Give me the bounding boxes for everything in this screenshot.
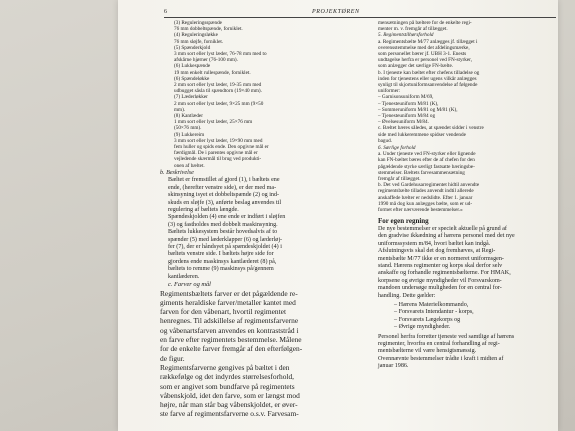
spec-line: (8) Kantlæder: [174, 113, 203, 120]
body-line: giments heraldiske farver/metaller kantet med: [160, 297, 296, 307]
spec-line: (9) Lukkereim: [174, 131, 205, 138]
section-b-heading: b. Beskrivelse: [160, 169, 194, 176]
body-line: mentsbælte M/77 ikke er en normeret uniformsgen-: [378, 255, 504, 262]
own-expense-section: [378, 217, 556, 370]
section-6-body: [378, 151, 556, 213]
body-line: for de enkelte farver fremgår af den efterfølgen-: [160, 344, 303, 354]
body-line: anskaffede bælter er nedslidte. Efter 1. januar: [378, 194, 473, 201]
body-line: Personel herfra forretter tjeneste ved samtlige af hærens: [378, 333, 515, 340]
spec-line: (5) Spænderkjold: [174, 44, 211, 51]
section-c-heading: c. Farver og mål: [168, 280, 211, 288]
body-line: som anlægger det særlige FN-bælte.: [378, 63, 454, 70]
body-line: kantlæderen.: [168, 273, 200, 280]
body-line: mandoen undersøge muligheden for en central for-: [378, 285, 502, 292]
body-line: menter m. v. fremgår af tillægget.: [378, 26, 448, 33]
list-item: – Forsvarets Lægekorps og: [394, 316, 461, 323]
body-line: formet efter nærværende bestemmelser.»: [378, 207, 463, 214]
body-line: regimenter, hvorfra en central forhandling af regi-: [378, 340, 500, 347]
own-expense-heading: For egen regning: [378, 217, 429, 226]
section-6: [378, 145, 556, 213]
body-line: skuds en sløjfe (3), anførte beslag anvendes til: [168, 199, 282, 206]
spec-line: 3 mm sort eller lyst læder, 76-78 mm med to: [174, 51, 267, 58]
body-line: c. Bæltet bæres således, at spændet sidder i venstre: [378, 125, 484, 132]
body-line: – Tjenesteuniform M/81 (K),: [378, 100, 439, 107]
header-rule: [164, 17, 556, 18]
body-line: (3) og fastholdes med dobbelt maskinsyning.: [168, 221, 278, 228]
body-line: undtagelse herfra er personel ved FN-styrker,: [378, 57, 472, 64]
section-c: [160, 281, 350, 419]
spec-line: (6) Lukkespænde: [174, 63, 211, 70]
body-line: fremgår af tillægget.: [378, 176, 421, 183]
body-line: mentsbælterne vil være hensigtsmæssig.: [378, 348, 477, 355]
body-line: farven for den våbenart, hvortil regimentet: [160, 307, 286, 317]
body-line: Regimentsbæltets farver er det pågældende re-: [160, 288, 298, 298]
section-b-body: [160, 177, 350, 281]
body-line: mensætningen på bæltere for de enkelte regi-: [378, 20, 472, 26]
spec-line: 2 mm sort eller lyst læder, 19-35 mm med: [174, 82, 262, 89]
spec-list: [160, 20, 350, 169]
body-line: overensstemmelse med det afdelingsmærke,: [378, 44, 470, 51]
body-line: spænder (5) med læderklapper (6) og læderløj-: [168, 236, 283, 243]
spec-line: 76 mm dobbeltspænde, forniklet.: [174, 26, 243, 33]
body-line: regulering af bæltets længde.: [168, 206, 239, 213]
right-column: [378, 20, 556, 371]
body-line: handling. Dette gælder:: [378, 292, 436, 299]
body-line: uniformer:: [378, 88, 401, 95]
body-line: Afslutningsvis skal det dog fremhæves, at Regi-: [378, 248, 496, 255]
body-line: a. Under tjeneste ved FN-styrker eller lignende: [378, 151, 476, 158]
running-head: PROJEKTØREN: [312, 9, 360, 15]
body-line: bæltets venstre side. I bæltets højre side for: [168, 251, 274, 258]
body-line: bæltets to remme (9) maskinsys på/gennem: [168, 266, 274, 273]
body-line: korpsene og øvrige myndigheder vil Forsvarskom-: [378, 277, 502, 284]
body-line: Regimentsfarverne gengives på bæltet i den: [160, 362, 290, 372]
spec-line: fem huller og spids ende. Den opgivne mål er: [174, 144, 269, 151]
body-line: de figur.: [160, 353, 185, 363]
body-line: – Sommeruniform M/81 og M/81 (K),: [378, 106, 458, 113]
spec-line: 19 mm enkelt rullespænde, forniklet.: [174, 69, 251, 76]
body-line: højre, når man står bag våbenskjoldet, er øver-: [160, 400, 298, 410]
document-page: [118, 0, 558, 431]
body-line: bagud.: [378, 137, 392, 144]
body-line: som er angivet som bundfarve på regimentets: [160, 381, 295, 391]
page-number: 6: [164, 9, 167, 15]
spec-line: (7) Læderløkker: [174, 94, 208, 101]
spec-line: mm).: [174, 106, 186, 113]
body-line: Ovennævnte bestemmelser trådte i kraft i midten af: [378, 355, 504, 362]
section-5-heading: 5. Regimentstilhørsforhold: [378, 32, 434, 39]
body-line: fer (7), der er håndsyet på spændeskjoldet (4) i: [168, 243, 282, 250]
body-line: b. Det ved Gardehusarregimentet hidtil anvendte: [378, 182, 480, 189]
spec-line: (50×76 mm).: [174, 125, 202, 132]
section-6-heading: 6. Særlige forhold: [378, 145, 416, 152]
spec-line: (6) Spændeløkke: [174, 75, 210, 82]
list-item: – Hærens Materielkommando,: [394, 301, 469, 308]
body-line: rækkefølge og det indyrdes størrelsesforhold,: [160, 372, 295, 382]
body-line: og våbenartsfarven anvendes en kontraststråd i: [160, 325, 299, 335]
section-5-body: [378, 39, 556, 144]
body-line: januar 1986.: [378, 363, 409, 370]
body-line: – Øvelsesuniform M/84.: [378, 119, 429, 126]
body-line: ende, (herefter venstre side), er der med ma-: [168, 184, 277, 191]
spec-line: (3) Reguleringsspænde: [174, 20, 222, 26]
section-b: [160, 170, 350, 281]
body-line: Bæltets lukkesystem består hovedsalvis af to: [168, 229, 278, 236]
body-line: skinsyning isyet et dobbeltspænde (2) og ind-: [168, 192, 280, 199]
body-line: den gradvise ikkædning af hærens personel med det nye: [378, 233, 515, 240]
body-line: regimentsbælte tillades anvendt indtil allerede: [378, 188, 474, 195]
body-line: kan FN-bæltet bæres efter de af chefen for den: [378, 157, 475, 164]
spec-line: afskårne hjørner (76-100 mm).: [174, 57, 238, 64]
spec-line: onen af bæltet.: [174, 162, 205, 169]
spec-line: vejledende skærmål til brug ved produkti-: [174, 156, 262, 163]
spec-line: (4) Reguleringsløkke: [174, 32, 218, 39]
list-item: – Forsvarets Intendantur - korps,: [394, 309, 474, 316]
body-line: våbenskjold, idet den farve, som er længst mod: [160, 390, 300, 400]
body-line: en farve efter regimentets bestemmelse. Målene: [160, 335, 302, 345]
body-line: – Tjenesteuniform M/84 og: [378, 113, 436, 120]
closing-paragraph: [378, 334, 556, 371]
body-line: synligt til skjortuniformsanvendelse af følgende: [378, 82, 478, 89]
spec-line: færdigmål. De i parentes opgivne mål er: [174, 150, 258, 157]
body-line: som personellet bærer jf. UBH 3-1. Enests: [378, 51, 467, 58]
section-c-body: [160, 289, 350, 419]
spec-line: 3 mm sort eller lyst læder, 19×90 mm med: [174, 137, 263, 144]
list-item: – Øvrige myndigheder.: [394, 324, 451, 331]
spec-line: 1 mm sort eller lyst læder, 25×76 mm: [174, 119, 253, 126]
body-line: ste farve af regimentsfarverne o.s.v. Farvesam-: [160, 409, 299, 419]
section-5: [378, 32, 556, 144]
body-line: henregnes. Til adskillelse af regimentsfarverne: [160, 316, 299, 326]
spec-line: udbugget såsla til spændtorn (19×40 mm).: [174, 88, 262, 95]
body-line: side med lukkeremmene spidser vendende: [378, 131, 466, 138]
authority-list: [378, 302, 556, 332]
body-line: inden for tjenestens eller ugens vilkår anlægges: [378, 75, 477, 82]
body-line: stand. Hærens regimenter og korps skal derfor selv: [378, 262, 503, 269]
body-line: uniformssystem m/84, hvori bæltet kan indgå.: [378, 240, 491, 247]
body-line: stemmelser. Bæltets farvesammensætning: [378, 169, 465, 176]
body-line: Spændeskjolden (4) ene ende er indført i sløjfen: [168, 214, 286, 221]
own-expense-body: [378, 226, 556, 300]
body-line: – Garnisonsuniform M/69,: [378, 94, 434, 101]
body-line: De nye bestemmelser er specielt aktuelle på grund af: [378, 225, 507, 232]
body-line: b. I tjeneste kan bæltet efter chefens tilladelse og: [378, 69, 480, 76]
right-top-lines: [378, 20, 556, 32]
body-line: anskaffe og forhandle regimentsbælterne. For HMAK,: [378, 270, 511, 277]
body-line: Bæltet er fremstillet af gjord (1), i bæltets ene: [168, 177, 280, 184]
spec-line: 76 mm sløjfe, forniklet.: [174, 38, 224, 45]
body-line: pågældende styrke særligt fastsatte bæringsbe-: [378, 163, 475, 170]
left-column: [160, 20, 350, 419]
spec-line: 2 mm sort eller lyst læder, 9×25 mm (9×50: [174, 100, 264, 107]
body-line: gjordens ende maskinsys kantlæderet (8) på,: [168, 258, 277, 265]
body-line: 1990 må dog kun anlægges bælte, som er ud-: [378, 200, 473, 207]
body-line: a. Regimentsbælte M/77 anlægges jf. tillægget i: [378, 38, 478, 45]
